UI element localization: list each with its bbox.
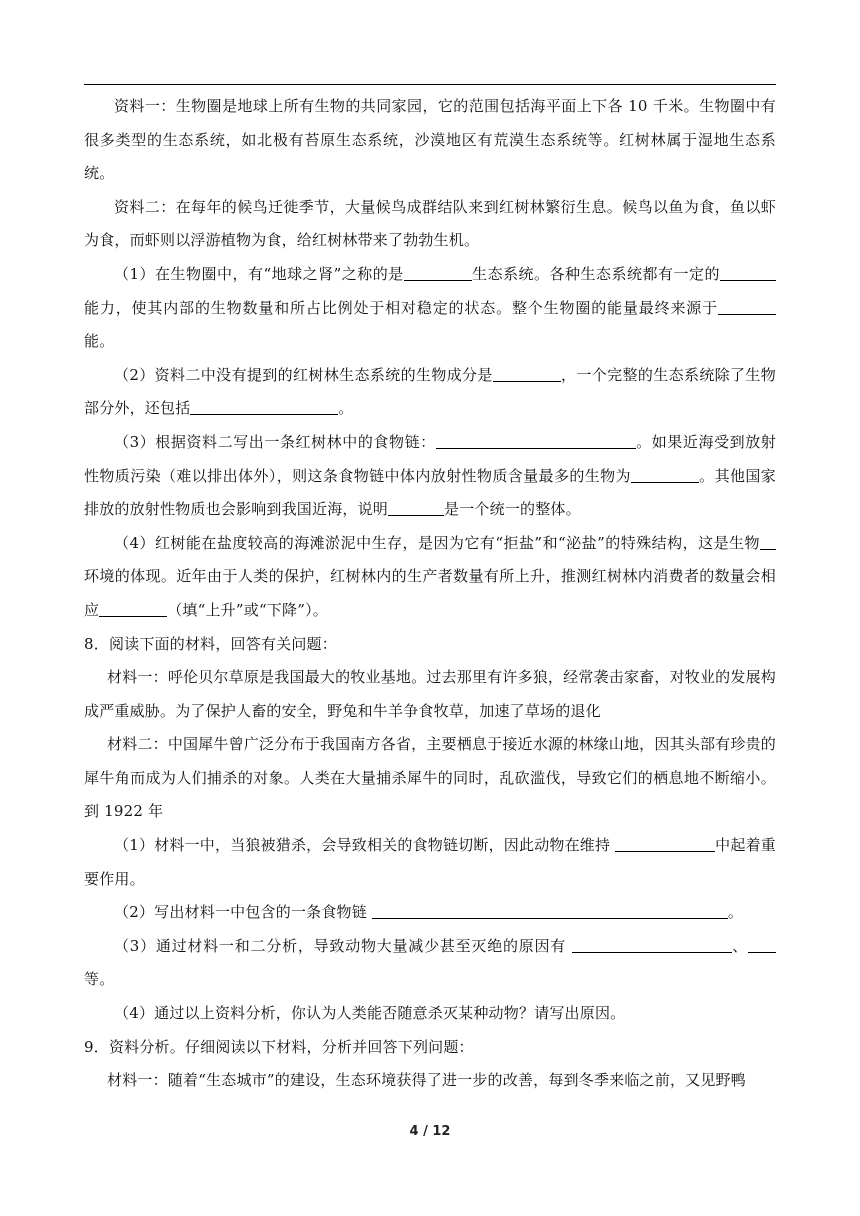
- answer-blank[interactable]: [493, 365, 561, 382]
- question-8-4: （4）通过以上资料分析，你认为人类能否随意杀灭某种动物？请写出原因。: [114, 1004, 626, 1023]
- answer-blank[interactable]: [615, 835, 715, 852]
- material-8-2-paragraph: 材料二：中国犀牛曾广泛分布于我国南方各省，主要栖息于接近水源的林缘山地，因其头部有珍贵的犀牛角而成为人们捕杀的对象。人类在大量捕杀犀牛的同时，乱砍滥伐，导致它们的栖息地不断缩小。到 1922 年: [84, 735, 776, 821]
- document-body: [84, 90, 776, 1098]
- material-8-1-paragraph: 材料一：呼伦贝尔草原是我国最大的牧业基地。过去那里有许多狼，经常袭击家畜，对牧业的发展构成严重威胁。为了保护人畜的安全，野兔和牛羊争食牧草，加速了草场的退化: [84, 668, 776, 720]
- answer-blank[interactable]: [720, 264, 776, 281]
- question-9-heading: 9．资料分析。仔细阅读以下材料，分析并回答下列问题：: [84, 1037, 474, 1056]
- answer-blank[interactable]: [760, 533, 776, 550]
- material-1-paragraph: 资料一：生物圈是地球上所有生物的共同家园，它的范围包括海平面上下各 10 千米。生物圈中有很多类型的生态系统，如北极有苔原生态系统，沙漠地区有荒漠生态系统等。红树林属于湿地生态系统。: [84, 97, 776, 183]
- answer-blank[interactable]: [404, 264, 472, 281]
- answer-blank[interactable]: [436, 432, 636, 449]
- answer-blank[interactable]: [372, 902, 728, 919]
- question-8-3: （3）通过材料一和二分析，导致动物大量减少甚至灭绝的原因有 、等。: [84, 930, 776, 997]
- question-7-2: （2）资料二中没有提到的红树林生态系统的生物成分是 ，一个完整的生态系统除了生物部分外，还包括 。: [84, 365, 776, 418]
- header-rule: [84, 84, 776, 85]
- question-7-4: （4）红树能在盐度较高的海滩淤泥中生存，是因为它有“拒盐”和“泌盐”的特殊结构，这是生物环境的体现。近年由于人类的保护，红树林内的生产者数量有所上升，推测红树林内消费者的数量会相应 （填“上升”或“下降”）。: [84, 533, 776, 619]
- answer-blank[interactable]: [718, 298, 776, 315]
- answer-blank[interactable]: [572, 936, 732, 953]
- answer-blank[interactable]: [631, 466, 699, 483]
- answer-blank[interactable]: [748, 936, 776, 953]
- answer-blank[interactable]: [190, 398, 338, 415]
- answer-blank[interactable]: [388, 499, 444, 516]
- question-8-1: （1）材料一中，当狼被猎杀，会导致相关的食物链切断，因此动物在维持 中起着重要作用。: [84, 836, 776, 888]
- question-8-heading: 8．阅读下面的材料，回答有关问题：: [84, 634, 337, 653]
- question-7-3: （3）根据资料二写出一条红树林中的食物链： 。如果近海受到放射性物质污染（难以排出体外），则这条食物链中体内放射性物质含量最多的生物为 。其他国家排放的放射性物质也会影响到我国近海，说明 是一个统一的整体。: [84, 432, 776, 519]
- material-9-1-paragraph: 材料一：随着“生态城市”的建设，生态环境获得了进一步的改善，每到冬季来临之前，又见野鸭: [107, 1071, 746, 1090]
- answer-blank[interactable]: [99, 600, 167, 617]
- page-number: 4 / 12: [409, 1124, 451, 1139]
- question-8-2: （2）写出材料一中包含的一条食物链 。: [114, 903, 744, 922]
- material-2-paragraph: 资料二：在每年的候鸟迁徙季节，大量候鸟成群结队来到红树林繁衍生息。候鸟以鱼为食，鱼以虾为食，而虾则以浮游植物为食，给红树林带来了勃勃生机。: [84, 197, 776, 250]
- question-7-1: （1）在生物圈中，有“地球之肾”之称的是 生态系统。各种生态系统都有一定的能力，使其内部的生物数量和所占比例处于相对稳定的状态。整个生物圈的能量最终来源于能。: [84, 258, 776, 359]
